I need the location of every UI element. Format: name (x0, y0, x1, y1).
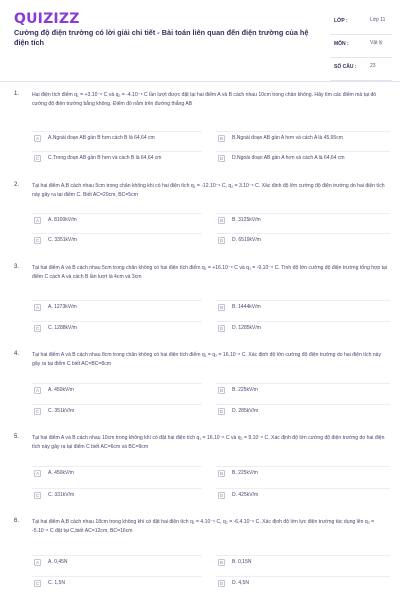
worksheet-info-box (330, 12, 392, 81)
option-text: D. 6519kV/m (232, 237, 261, 243)
option-text: D. 285kV/m (232, 408, 259, 414)
option-letter-box: C (35, 156, 40, 161)
option-text: D. 1285kV/m (232, 325, 261, 331)
question-number: 3. (14, 264, 20, 270)
option-d[interactable] (216, 404, 390, 417)
option-letter-box: B (219, 218, 223, 223)
option-text: B. 0,15N (232, 559, 252, 565)
info-row-mon (330, 35, 392, 58)
question-text: Tại hai điểm A và B cách nhau 5cm trong chân không có hai điện tích điểm q₁ = +16.10⁻⁸ C và q₂ = -9.10⁻⁸ C. Tính độ lớn cường độ điện trường tổng hợp tại điểm C cách A và cách B lần lượt là 4cm và 3cm (32, 265, 387, 280)
option-letter-box: C (35, 493, 40, 498)
option-text: C. 351kV/m (48, 408, 75, 414)
option-text: B. 225kV/m (232, 470, 258, 476)
option-letter-box: B (219, 560, 223, 565)
option-letter-box: D (219, 493, 224, 498)
option-letter-box: D (219, 238, 224, 243)
socau-label: SỐ CÂU : (334, 64, 357, 70)
option-letter-box: B (219, 388, 223, 393)
option-letter-box: C (35, 409, 40, 414)
option-text: A. 8100kV/m (48, 217, 77, 223)
option-text: C. 3351kV/m (48, 237, 77, 243)
mon-value: Vật lý (370, 40, 383, 46)
question-text: Hai điện tích điểm q₁ = +3.10⁻⁸ C và q₂ = -4.10⁻⁸ C lần lượt được đặt tại hai điểm A và B cách nhau 10cm trong chân không. Hãy tìm các điểm mà tại đó cường độ điện trường bằng không. Điểm đó nằm trên đường thẳng AB (32, 92, 377, 107)
option-b[interactable] (216, 300, 390, 313)
option-text: C. 1,5N (48, 580, 65, 586)
option-letter-box: A (35, 471, 39, 476)
option-text: B. 1444kV/m (232, 304, 261, 310)
option-a[interactable] (32, 466, 202, 479)
worksheet-title: Cường độ điện trường có lời giải chi tiết - Bài toán liên quan đến điện trường của hệ điện tích (14, 28, 309, 47)
option-b[interactable] (216, 383, 390, 396)
option-letter-box: C (35, 581, 40, 586)
option-d[interactable] (216, 151, 390, 164)
worksheet-header (0, 0, 400, 82)
question-number: 2. (14, 182, 20, 188)
option-text: B. 3125kV/m (232, 217, 261, 223)
option-letter-box: B (219, 136, 223, 141)
option-b[interactable] (216, 466, 390, 479)
option-text: C.Trong đoạn AB gần B hơn và cách B là 64,64 cm (48, 155, 162, 161)
option-text: D. 4,5N (232, 580, 249, 586)
question-text: Tại hai điểm A và B cách nhau 10cm trong không khí có đặt hai điện tích q₁ = 16.10⁻⁸ C và q₂ = 9.10⁻⁸ C. Xác định độ lớn cường độ điện trường do hai điện tích này gây ra tại điểm C biết AC=6cm và BC=9cm (32, 435, 385, 450)
option-d[interactable] (216, 576, 390, 589)
option-b[interactable] (216, 131, 390, 144)
option-text: C. 1288kV/m (48, 325, 77, 331)
option-letter-box: D (219, 156, 224, 161)
option-c[interactable] (32, 233, 202, 246)
option-text: A. 450kV/m (48, 387, 74, 393)
question-number: 1. (14, 91, 20, 97)
question-number: 6. (14, 518, 20, 524)
option-text: A. 0,45N (48, 559, 68, 565)
info-row-socau (330, 58, 392, 81)
option-a[interactable] (32, 213, 202, 226)
option-letter-box: C (35, 326, 40, 331)
question-text: Tại hai điểm A và B cách nhau 8cm trong chân không có hai điện tích điểm q₁ = q₂ = 16.10⁻⁸ C. Xác định độ lớn cường độ điện trường do hai điện tích này gây ra tại điểm C biết AC=BC=8cm (32, 352, 382, 367)
option-letter-box: A (35, 388, 39, 393)
option-a[interactable] (32, 300, 202, 313)
option-letter-box: C (35, 238, 40, 243)
option-text: B.Ngoài đoạn AB gần A hơn và cách A là 45,65cm (232, 135, 343, 141)
option-a[interactable] (32, 131, 202, 144)
option-letter-box: D (219, 409, 224, 414)
option-text: D. 425kV/m (232, 492, 259, 498)
option-d[interactable] (216, 233, 390, 246)
option-c[interactable] (32, 404, 202, 417)
socau-value: 23 (370, 63, 376, 69)
option-text: A. 450kV/m (48, 470, 74, 476)
option-letter-box: A (35, 560, 39, 565)
question-text: Tại hai điểm A,B cách nhau 18cm trong không khí có đặt hai điện tích q₁ = 4.10⁻⁶ C, q₂ = -6,4.10⁻⁶ C. Xác định độ lớn lực điện trường tác dụng lên q₃ = -5.10⁻⁸ C đặt tại C,biết AC=12cm, BC=16cm (32, 519, 375, 534)
option-d[interactable] (216, 321, 390, 334)
option-b[interactable] (216, 213, 390, 226)
mon-label: MÔN : (334, 41, 349, 47)
lop-label: LỚP : (334, 18, 348, 24)
option-text: C. 331kV/m (48, 492, 75, 498)
option-text: D.Ngoài đoạn AB gần A hơn và cách A là 64,64 cm (232, 155, 345, 161)
option-letter-box: D (219, 326, 224, 331)
quizizz-logo: QUIZIZZ (14, 11, 80, 27)
option-b[interactable] (216, 555, 390, 568)
option-letter-box: D (219, 581, 224, 586)
option-letter-box: A (35, 218, 39, 223)
option-letter-box: B (219, 305, 223, 310)
question-number: 5. (14, 434, 20, 440)
lop-value: Lớp 11 (370, 17, 386, 23)
option-text: A.Ngoài đoạn AB gần B hơn cách B là 64,64 cm (48, 135, 155, 141)
option-text: B. 225kV/m (232, 387, 258, 393)
option-letter-box: A (35, 305, 39, 310)
option-letter-box: A (35, 136, 39, 141)
question-text: Tại hai điểm A,B cách nhau 5cm trong chân không khi có hai điện tích q₁ = -12.10⁻⁶ C, q₂ = 3.10⁻⁶ C. Xác định độ lớn cường độ điện trường do hai điện tích này gây ra tại điểm C. Biết AC=20cm, BC=5cm (32, 183, 385, 198)
option-a[interactable] (32, 383, 202, 396)
option-c[interactable] (32, 321, 202, 334)
option-c[interactable] (32, 576, 202, 589)
option-d[interactable] (216, 488, 390, 501)
question-number: 4. (14, 351, 20, 357)
option-letter-box: B (219, 471, 223, 476)
option-text: A. 1273kV/m (48, 304, 77, 310)
info-row-lop (330, 12, 392, 35)
option-a[interactable] (32, 555, 202, 568)
option-c[interactable] (32, 488, 202, 501)
option-c[interactable] (32, 151, 202, 164)
